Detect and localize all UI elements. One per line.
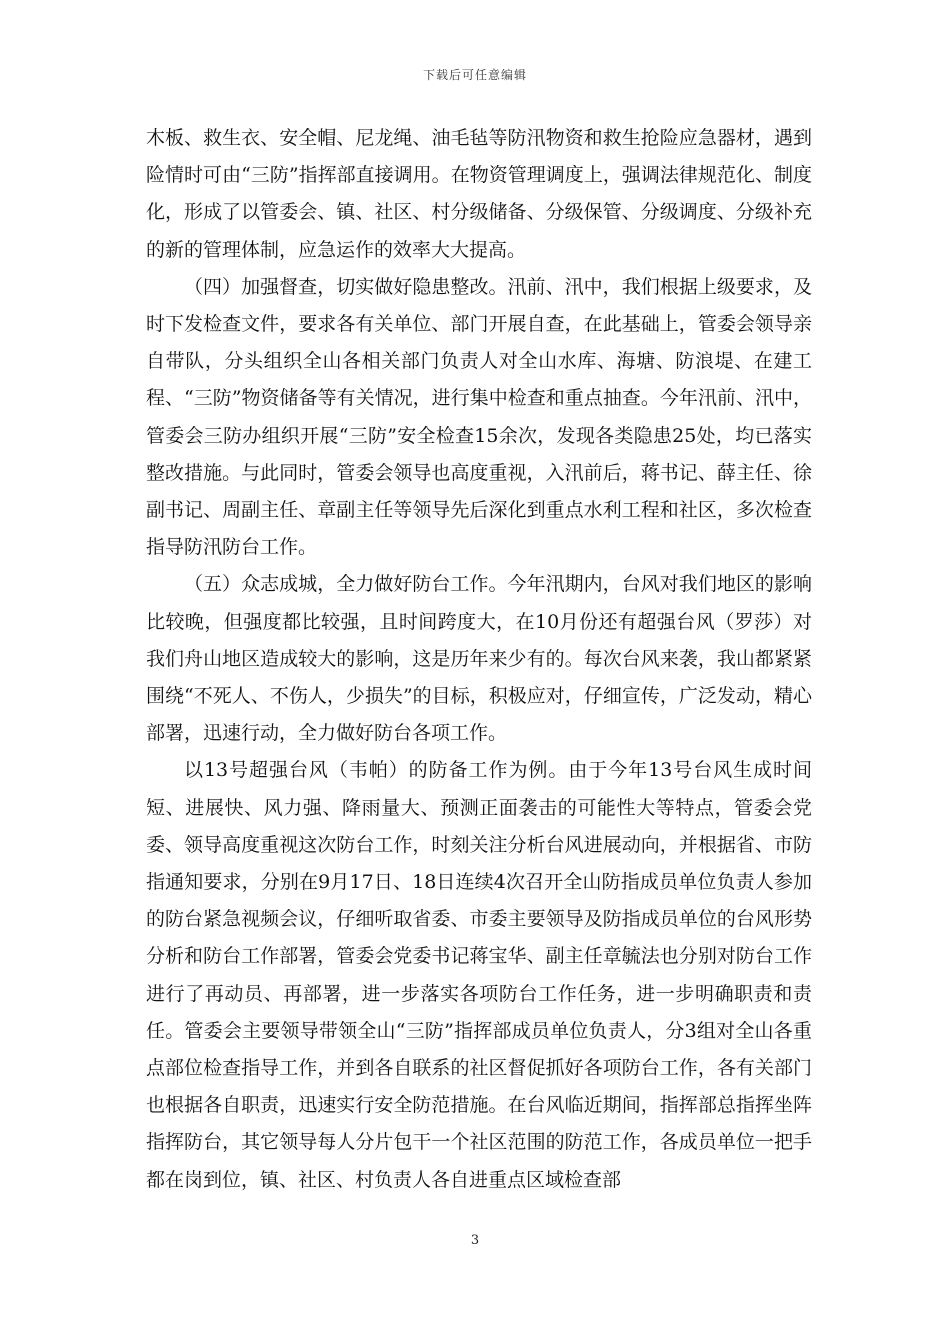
paragraph-typhoon-example: 以13号超强台风（韦帕）的防备工作为例。由于今年13号台风生成时间短、进展快、风力强、降雨量大、预测正面袭击的可能性大等特点，管委会党委、领导高度重视这次防台工作，时刻关注分析台风进展动向，并根据省、市防指通知要求，分别在9月17日、18日连续4次召开全山防指成员单位负责人参加的防台紧急视频会议，仔细听取省委、市委主要领导及防指成员单位的台风形势分析和防台工作部署，管委会党委书记蒋宝华、副主任章毓法也分别对防台工作进行了再动员、再部署，进一步落实各项防台工作任务，进一步明确职责和责任。管委会主要领导带领全山“三防”指挥部成员单位负责人，分3组对全山各重点部位检查指导工作，并到各自联系的社区督促抓好各项防台工作，各有关部门也根据各自职责，迅速实行安全防范措施。在台风临近期间，指挥部总指挥坐阵指挥防台，其它领导每人分片包干一个社区范围的防范工作，各成员单位一把手都在岗到位，镇、社区、村负责人各自进重点区域检查部: [146, 759, 812, 1191]
paragraph-materials: 木板、救生衣、安全帽、尼龙绳、油毛毡等防汛物资和救生抢险应急器材，遇到险情时可由“三防”指挥部直接调用。在物资管理调度上，强调法律规范化、制度化，形成了以管委会、镇、社区、村分级储备、分级保管、分级调度、分级补充的新的管理体制，应急运作的效率大大提高。: [146, 127, 812, 261]
page-number: 3: [470, 1233, 480, 1248]
page-header: 下载后可任意编辑: [422, 68, 527, 82]
paragraph-typhoon-prevention: （五）众志成城，全力做好防台工作。今年汛期内，台风对我们地区的影响比较晚，但强度都比较强，且时间跨度大，在10月份还有超强台风（罗莎）对我们舟山地区造成较大的影响，这是历年来少有的。每次台风来袭，我山都紧紧围绕“不死人、不伤人，少损失”的目标，积极应对，仔细宣传，广泛发动，精心部署，迅速行动，全力做好防台各项工作。: [146, 573, 812, 745]
document-body: [146, 120, 812, 1199]
paragraph-inspection: （四）加强督查，切实做好隐患整改。汛前、汛中，我们根据上级要求，及时下发检查文件，要求各有关单位、部门开展自查，在此基础上，管委会领导亲自带队，分头组织全山各相关部门负责人对全山水库、海塘、防浪堤、在建工程、“三防”物资储备等有关情况，进行集中检查和重点抽查。今年汛前、汛中，管委会三防办组织开展“三防”安全检查15余次，发现各类隐患25处，均已落实整改措施。与此同时，管委会领导也高度重视，入汛前后，蒋书记、薛主任、徐副书记、周副主任、章副主任等领导先后深化到重点水利工程和社区，多次检查指导防汛防台工作。: [146, 275, 812, 559]
